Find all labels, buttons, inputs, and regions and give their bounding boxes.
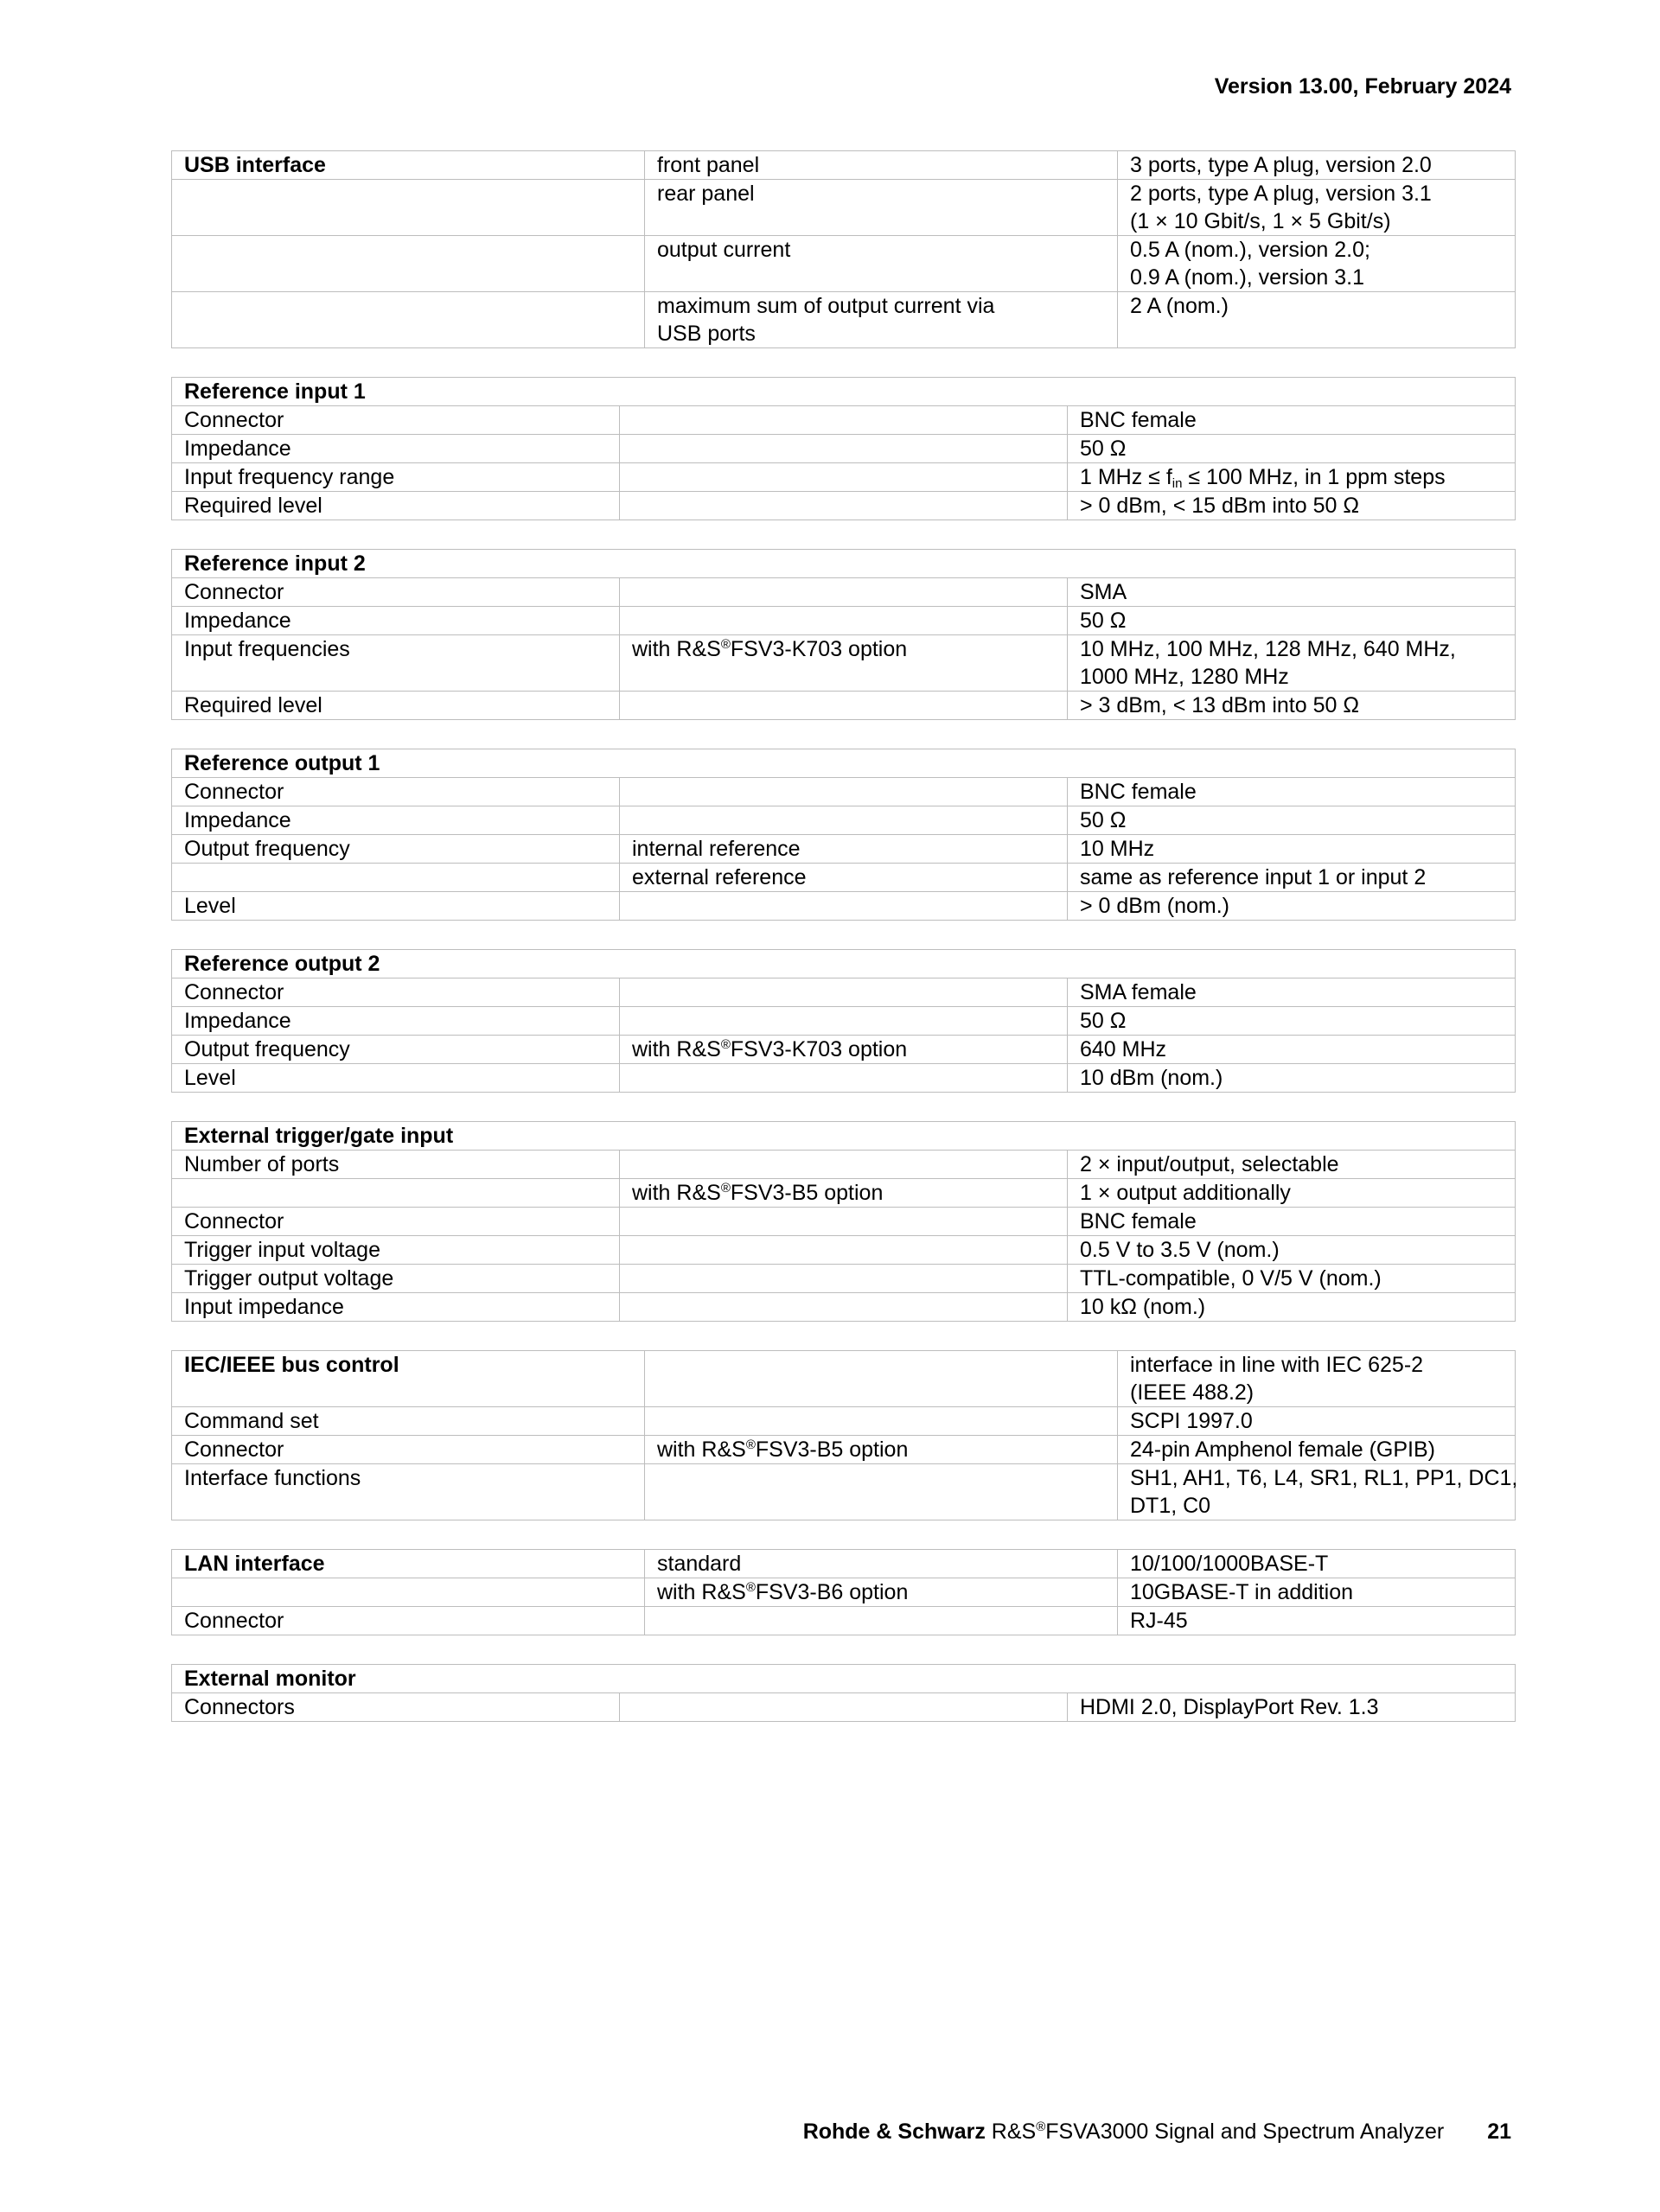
parameter-cell (172, 635, 620, 692)
value-cell (1118, 1550, 1516, 1578)
spec-table-ref-out-2 (171, 949, 1516, 1093)
cell-text: Impedance (184, 1009, 291, 1033)
cell-text: standard (657, 1552, 742, 1576)
condition-cell (620, 1236, 1068, 1265)
cell-text: Required level (184, 693, 322, 717)
parameter-cell (172, 1064, 620, 1093)
cell-text: FSV3-B5 option (730, 1181, 884, 1205)
cell-text: > 0 dBm (nom.) (1080, 894, 1229, 918)
parameter-cell (172, 1578, 645, 1607)
cell-text: rear panel (657, 182, 755, 206)
condition-cell (645, 180, 1118, 236)
cell-text-line: interface in line with IEC 625-2 (1130, 1353, 1424, 1377)
condition-cell (645, 1607, 1118, 1635)
cell-text: external reference (632, 865, 807, 889)
table-row (172, 864, 1516, 892)
parameter-cell (172, 892, 620, 921)
value-cell (1118, 1578, 1516, 1607)
cell-text: with R&S (632, 1181, 721, 1205)
spec-table-lan (171, 1549, 1516, 1635)
registered-mark: ® (720, 1037, 731, 1052)
registered-mark: ® (720, 1181, 731, 1195)
table-row (172, 1179, 1516, 1208)
cell-text: Impedance (184, 437, 291, 461)
cell-text: 10 MHz (1080, 837, 1155, 861)
cell-text: Connector (184, 1209, 284, 1233)
condition-cell (645, 1464, 1118, 1520)
cell-text: 50 Ω (1080, 1009, 1127, 1033)
parameter-cell (172, 463, 620, 492)
parameter-cell (172, 806, 620, 835)
cell-text: Level (184, 1066, 236, 1090)
condition-cell (645, 1578, 1118, 1607)
cell-text: TTL-compatible, 0 V/5 V (nom.) (1080, 1266, 1382, 1291)
section-title: External monitor (172, 1665, 1516, 1693)
condition-cell (645, 151, 1118, 180)
condition-cell (620, 1064, 1068, 1093)
cell-text: 50 Ω (1080, 808, 1127, 832)
table-row (172, 892, 1516, 921)
condition-cell (620, 1208, 1068, 1236)
cell-text: Interface functions (184, 1466, 361, 1490)
parameter-cell (172, 1236, 620, 1265)
document-version: Version 13.00, February 2024 (1214, 74, 1511, 99)
table-row (172, 1293, 1516, 1322)
condition-cell (620, 1036, 1068, 1064)
value-cell (1118, 1464, 1516, 1520)
parameter-cell (172, 1607, 645, 1635)
cell-text: Level (184, 894, 236, 918)
condition-cell (620, 778, 1068, 806)
parameter-cell (172, 1693, 620, 1722)
cell-text: 10 dBm (nom.) (1080, 1066, 1223, 1090)
cell-text-line: maximum sum of output current via (657, 294, 995, 318)
value-cell (1068, 1208, 1516, 1236)
cell-text: FSV3-B6 option (755, 1580, 909, 1604)
cell-text: output current (657, 238, 791, 262)
condition-cell (620, 1693, 1068, 1722)
spec-table-ext-trigger (171, 1121, 1516, 1322)
parameter-cell (172, 1407, 645, 1436)
cell-text: 50 Ω (1080, 609, 1127, 633)
condition-cell (645, 1550, 1118, 1578)
spec-table-ext-monitor (171, 1664, 1516, 1722)
cell-text: Connector (184, 1437, 284, 1462)
cell-text-line: 2 ports, type A plug, version 3.1 (1130, 182, 1432, 206)
condition-cell (645, 1436, 1118, 1464)
cell-text: Impedance (184, 808, 291, 832)
footer-product-prefix: R&S (985, 2120, 1037, 2144)
table-title-row (172, 950, 1516, 979)
condition-cell (645, 1351, 1118, 1407)
cell-text: Connector (184, 1609, 284, 1633)
parameter-cell (172, 1265, 620, 1293)
condition-cell (620, 578, 1068, 607)
parameter-cell (172, 1464, 645, 1520)
value-cell (1068, 435, 1516, 463)
condition-cell (620, 492, 1068, 520)
section-title: Reference output 1 (172, 749, 1516, 778)
value-cell (1068, 1007, 1516, 1036)
cell-text: 10/100/1000BASE-T (1130, 1552, 1329, 1576)
cell-text: Input frequency range (184, 465, 395, 489)
cell-text: 0.5 V to 3.5 V (nom.) (1080, 1238, 1280, 1262)
value-cell (1068, 1036, 1516, 1064)
condition-cell (620, 835, 1068, 864)
cell-text: Connector (184, 780, 284, 804)
table-title-row (172, 1665, 1516, 1693)
cell-text: Command set (184, 1409, 319, 1433)
cell-text: BNC female (1080, 780, 1197, 804)
spec-table-ref-out-1 (171, 749, 1516, 921)
cell-text: Trigger output voltage (184, 1266, 394, 1291)
cell-text: IEC/IEEE bus control (184, 1353, 399, 1377)
cell-text-line: 0.9 A (nom.), version 3.1 (1130, 265, 1364, 290)
condition-cell (620, 892, 1068, 921)
cell-text: front panel (657, 153, 760, 177)
section-title: Reference input 1 (172, 378, 1516, 406)
value-cell (1118, 1351, 1516, 1407)
table-row (172, 1236, 1516, 1265)
table-row (172, 806, 1516, 835)
cell-text: Connector (184, 580, 284, 604)
table-title-row (172, 749, 1516, 778)
value-cell (1068, 692, 1516, 720)
cell-text: internal reference (632, 837, 801, 861)
cell-text: 10 kΩ (nom.) (1080, 1295, 1206, 1319)
table-row (172, 835, 1516, 864)
parameter-cell (172, 607, 620, 635)
value-cell (1068, 1693, 1516, 1722)
condition-cell (620, 1293, 1068, 1322)
value-cell (1068, 1236, 1516, 1265)
parameter-cell (172, 1436, 645, 1464)
condition-cell (620, 1007, 1068, 1036)
value-cell (1068, 1064, 1516, 1093)
table-row (172, 1208, 1516, 1236)
value-cell (1068, 463, 1516, 492)
cell-text: Connector (184, 980, 284, 1004)
cell-text: FSV3-K703 option (730, 637, 908, 661)
parameter-cell (172, 492, 620, 520)
table-row (172, 292, 1516, 348)
cell-text: 24-pin Amphenol female (GPIB) (1130, 1437, 1435, 1462)
registered-mark: ® (745, 1437, 756, 1452)
condition-cell (620, 864, 1068, 892)
section-title: Reference output 2 (172, 950, 1516, 979)
section-title (172, 151, 645, 180)
table-row (172, 406, 1516, 435)
spec-table-usb (171, 150, 1516, 348)
cell-text: SCPI 1997.0 (1130, 1409, 1253, 1433)
cell-text: 10GBASE-T in addition (1130, 1580, 1354, 1604)
cell-text: 50 Ω (1080, 437, 1127, 461)
spec-tables (171, 150, 1516, 1750)
parameter-cell (172, 778, 620, 806)
cell-text: RJ-45 (1130, 1609, 1188, 1633)
page-footer (803, 2120, 1511, 2145)
cell-text: Impedance (184, 609, 291, 633)
table-row (172, 1064, 1516, 1093)
condition-cell (620, 1179, 1068, 1208)
table-title-row (172, 1122, 1516, 1151)
table-row (172, 492, 1516, 520)
cell-text: HDMI 2.0, DisplayPort Rev. 1.3 (1080, 1695, 1379, 1719)
cell-text: ≤ 100 MHz, in 1 ppm steps (1182, 465, 1446, 489)
cell-text: BNC female (1080, 1209, 1197, 1233)
cell-text-line: USB ports (657, 322, 756, 346)
page-number: 21 (1487, 2120, 1511, 2144)
parameter-cell (172, 1007, 620, 1036)
cell-text: SMA female (1080, 980, 1197, 1004)
section-title: External trigger/gate input (172, 1122, 1516, 1151)
cell-text-line: 0.5 A (nom.), version 2.0; (1130, 238, 1370, 262)
table-row (172, 1578, 1516, 1607)
value-cell (1068, 778, 1516, 806)
cell-text: Required level (184, 494, 322, 518)
value-cell (1118, 236, 1516, 292)
parameter-cell (172, 406, 620, 435)
parameter-cell (172, 1151, 620, 1179)
condition-cell (620, 979, 1068, 1007)
condition-cell (620, 607, 1068, 635)
cell-text: BNC female (1080, 408, 1197, 432)
value-cell (1068, 635, 1516, 692)
condition-cell (620, 1265, 1068, 1293)
cell-text-line: DT1, C0 (1130, 1494, 1211, 1518)
value-cell (1068, 406, 1516, 435)
spec-table-iec-bus (171, 1350, 1516, 1520)
condition-cell (620, 635, 1068, 692)
cell-text: 2 × input/output, selectable (1080, 1152, 1339, 1176)
table-row (172, 435, 1516, 463)
cell-text: with R&S (632, 637, 721, 661)
condition-cell (620, 406, 1068, 435)
value-cell (1068, 1151, 1516, 1179)
cell-text: FSV3-B5 option (755, 1437, 909, 1462)
table-row (172, 463, 1516, 492)
cell-text: Trigger input voltage (184, 1238, 380, 1262)
condition-cell (645, 1407, 1118, 1436)
value-cell (1118, 151, 1516, 180)
value-cell (1118, 1607, 1516, 1635)
table-row (172, 778, 1516, 806)
parameter-cell (172, 236, 645, 292)
value-cell (1118, 1407, 1516, 1436)
registered-mark: ® (720, 637, 731, 652)
value-cell (1068, 1265, 1516, 1293)
value-cell (1068, 607, 1516, 635)
table-row (172, 607, 1516, 635)
cell-text: > 3 dBm, < 13 dBm into 50 Ω (1080, 693, 1360, 717)
cell-text: FSV3-K703 option (730, 1037, 908, 1061)
value-cell (1118, 292, 1516, 348)
cell-text: Connector (184, 408, 284, 432)
cell-text: 1 × output additionally (1080, 1181, 1291, 1205)
section-title (172, 1351, 645, 1407)
spec-table-ref-in-1 (171, 377, 1516, 520)
table-row (172, 1265, 1516, 1293)
cell-text: with R&S (657, 1437, 746, 1462)
table-row (172, 1550, 1516, 1578)
value-cell (1068, 1179, 1516, 1208)
value-cell (1068, 1293, 1516, 1322)
parameter-cell (172, 1208, 620, 1236)
cell-text: SMA (1080, 580, 1127, 604)
table-row (172, 979, 1516, 1007)
spec-table-ref-in-2 (171, 549, 1516, 720)
table-title-row (172, 378, 1516, 406)
value-cell (1068, 806, 1516, 835)
table-title-row (172, 550, 1516, 578)
cell-text-line: 1000 MHz, 1280 MHz (1080, 665, 1289, 689)
cell-text: USB interface (184, 153, 326, 177)
table-row (172, 692, 1516, 720)
cell-text: same as reference input 1 or input 2 (1080, 865, 1427, 889)
parameter-cell (172, 692, 620, 720)
table-row (172, 180, 1516, 236)
cell-text-line: SH1, AH1, T6, L4, SR1, RL1, PP1, DC1, (1130, 1466, 1518, 1490)
cell-text: LAN interface (184, 1552, 325, 1576)
condition-cell (620, 435, 1068, 463)
value-cell (1068, 492, 1516, 520)
parameter-cell (172, 292, 645, 348)
registered-mark: ® (745, 1580, 756, 1595)
parameter-cell (172, 578, 620, 607)
table-row (172, 1607, 1516, 1635)
table-row (172, 1007, 1516, 1036)
cell-text-line: (1 × 10 Gbit/s, 1 × 5 Gbit/s) (1130, 209, 1391, 233)
cell-text: Number of ports (184, 1152, 340, 1176)
subscript: in (1172, 476, 1183, 491)
parameter-cell (172, 835, 620, 864)
cell-text: Input frequencies (184, 637, 350, 661)
footer-brand: Rohde & Schwarz (802, 2120, 986, 2144)
cell-text: 1 MHz ≤ f (1080, 465, 1172, 489)
condition-cell (620, 806, 1068, 835)
value-cell (1068, 835, 1516, 864)
table-row (172, 1693, 1516, 1722)
value-cell (1068, 892, 1516, 921)
table-row (172, 1407, 1516, 1436)
value-cell (1068, 864, 1516, 892)
table-row (172, 1464, 1516, 1520)
parameter-cell (172, 1293, 620, 1322)
cell-text: 3 ports, type A plug, version 2.0 (1130, 153, 1432, 177)
value-cell (1118, 180, 1516, 236)
table-row (172, 151, 1516, 180)
cell-text: Input impedance (184, 1295, 344, 1319)
table-row (172, 635, 1516, 692)
table-row (172, 236, 1516, 292)
value-cell (1068, 578, 1516, 607)
table-row (172, 1151, 1516, 1179)
parameter-cell (172, 180, 645, 236)
parameter-cell (172, 1179, 620, 1208)
cell-text: > 0 dBm, < 15 dBm into 50 Ω (1080, 494, 1360, 518)
footer-registered-mark: ® (1036, 2120, 1046, 2134)
parameter-cell (172, 979, 620, 1007)
condition-cell (620, 1151, 1068, 1179)
cell-text: with R&S (632, 1037, 721, 1061)
cell-text-line: 10 MHz, 100 MHz, 128 MHz, 640 MHz, (1080, 637, 1456, 661)
table-row (172, 1351, 1516, 1407)
table-row (172, 578, 1516, 607)
table-row (172, 1036, 1516, 1064)
condition-cell (645, 292, 1118, 348)
cell-text-line: (IEEE 488.2) (1130, 1380, 1255, 1405)
condition-cell (620, 692, 1068, 720)
cell-text: 2 A (nom.) (1130, 294, 1229, 318)
parameter-cell (172, 864, 620, 892)
section-title: Reference input 2 (172, 550, 1516, 578)
condition-cell (620, 463, 1068, 492)
value-cell (1068, 979, 1516, 1007)
cell-text: 640 MHz (1080, 1037, 1167, 1061)
footer-product-name: FSVA3000 Signal and Spectrum Analyzer (1045, 2120, 1445, 2144)
cell-text: Connectors (184, 1695, 295, 1719)
condition-cell (645, 236, 1118, 292)
cell-text: Output frequency (184, 1037, 350, 1061)
cell-text: with R&S (657, 1580, 746, 1604)
parameter-cell (172, 435, 620, 463)
value-cell (1118, 1436, 1516, 1464)
table-row (172, 1436, 1516, 1464)
parameter-cell (172, 1036, 620, 1064)
cell-text: Output frequency (184, 837, 350, 861)
section-title (172, 1550, 645, 1578)
